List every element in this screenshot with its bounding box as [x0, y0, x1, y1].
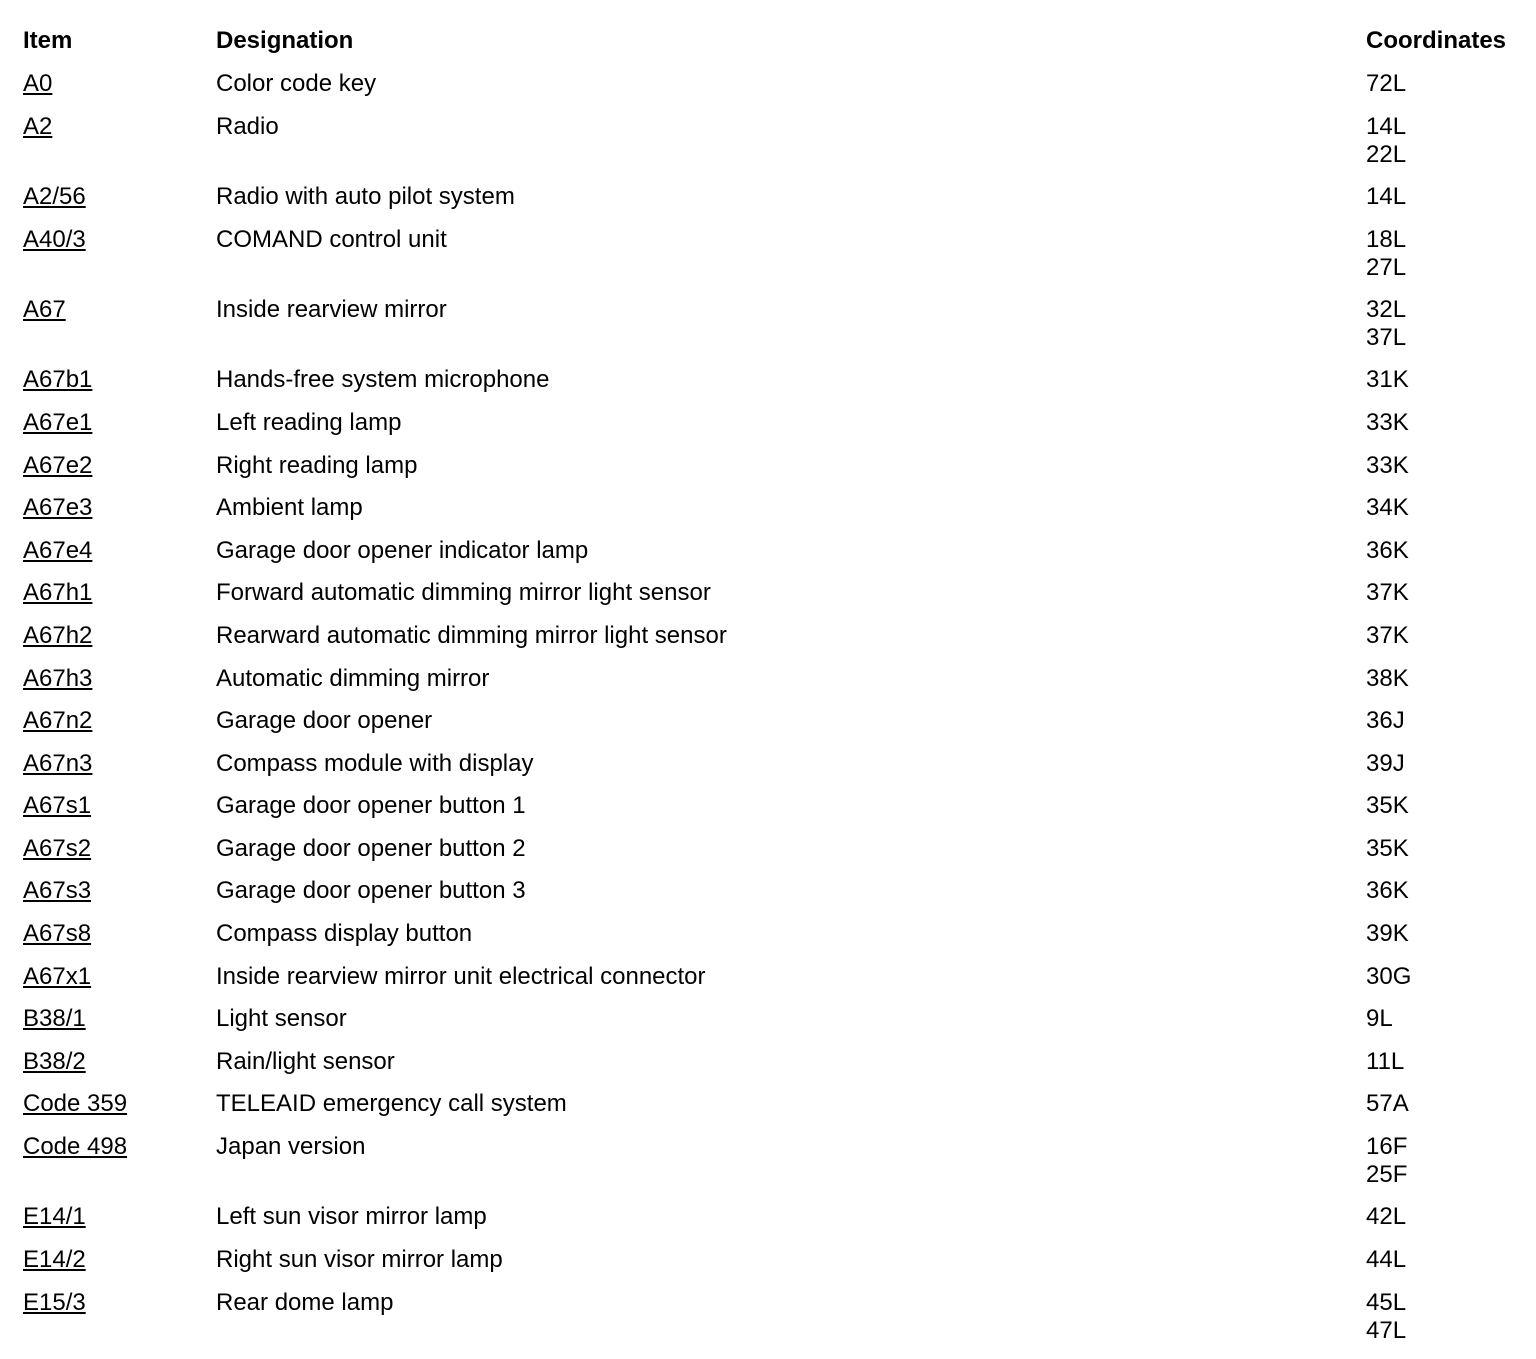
- table-row: [0, 296, 1536, 366]
- row-designation: Ambient lamp: [216, 494, 363, 522]
- item-link[interactable]: A67n2: [23, 707, 93, 735]
- coordinate-value: 37K: [1366, 621, 1409, 649]
- item-link[interactable]: A67h2: [23, 621, 93, 649]
- coordinate-value: 35K: [1366, 834, 1409, 862]
- row-item-cell: [23, 963, 91, 991]
- item-link[interactable]: A67s1: [23, 792, 92, 820]
- row-designation: Garage door opener: [216, 707, 433, 735]
- coordinate-value: 37K: [1366, 579, 1409, 607]
- table-row: [0, 183, 1536, 226]
- coordinate-value: 33K: [1366, 451, 1409, 479]
- row-item-cell: [23, 622, 92, 650]
- row-coordinates: [1366, 920, 1409, 948]
- row-designation: Automatic dimming mirror: [216, 664, 490, 692]
- coordinate-value: 57A: [1366, 1090, 1409, 1118]
- row-designation: Color code key: [216, 70, 377, 97]
- coordinate-value: 44L: [1366, 1246, 1407, 1274]
- row-item-cell: [23, 750, 92, 778]
- row-coordinates: [1366, 409, 1409, 437]
- row-item-cell: [23, 452, 92, 480]
- row-coordinates: [1366, 877, 1409, 905]
- table-row: [0, 1246, 1536, 1289]
- item-link[interactable]: B38/1: [23, 1005, 86, 1033]
- row-item-cell: [23, 366, 92, 394]
- item-link[interactable]: A67s2: [23, 834, 92, 862]
- coordinate-value: 14L: [1366, 112, 1407, 140]
- row-coordinates: [1366, 226, 1406, 282]
- row-designation: Radio with auto pilot system: [216, 182, 515, 210]
- row-coordinates: [1366, 1005, 1393, 1033]
- row-coordinates: [1366, 113, 1406, 169]
- item-link[interactable]: B38/2: [23, 1047, 86, 1075]
- coordinate-value: 30G: [1366, 962, 1412, 990]
- table-row: [0, 963, 1536, 1006]
- row-item-cell: [23, 665, 92, 693]
- row-coordinates: [1366, 70, 1406, 98]
- row-coordinates: [1366, 665, 1409, 693]
- coordinate-value: 22L: [1366, 140, 1407, 168]
- row-designation: Rain/light sensor: [216, 1047, 395, 1075]
- row-designation: Compass display button: [216, 920, 473, 948]
- coordinate-value: 42L: [1366, 1203, 1407, 1231]
- row-coordinates: [1366, 1133, 1407, 1189]
- table-header: [0, 27, 1536, 57]
- row-item-cell: [23, 877, 91, 905]
- item-link[interactable]: Code 359: [23, 1090, 128, 1118]
- table-row: [0, 366, 1536, 409]
- header-coordinates: Coordinates: [1366, 27, 1507, 54]
- coordinate-value: 47L: [1366, 1316, 1407, 1344]
- row-designation: Hands-free system microphone: [216, 366, 550, 394]
- item-link[interactable]: A67n3: [23, 749, 93, 777]
- row-designation: Garage door opener indicator lamp: [216, 536, 589, 564]
- item-link[interactable]: A40/3: [23, 225, 86, 253]
- row-item-cell: [23, 1203, 86, 1231]
- table-row: [0, 707, 1536, 750]
- row-item-cell: [23, 409, 92, 437]
- header-item: Item: [23, 27, 73, 54]
- table-row: [0, 877, 1536, 920]
- row-coordinates: [1366, 579, 1409, 607]
- table-row: [0, 1048, 1536, 1091]
- coordinate-value: 36K: [1366, 536, 1409, 564]
- row-coordinates: [1366, 963, 1411, 991]
- row-designation: Garage door opener button 3: [216, 877, 526, 905]
- coordinate-value: 34K: [1366, 494, 1409, 522]
- item-link[interactable]: A67h1: [23, 579, 93, 607]
- item-link[interactable]: E14/1: [23, 1203, 86, 1231]
- table-row: [0, 920, 1536, 963]
- row-coordinates: [1366, 494, 1409, 522]
- coordinate-value: 37L: [1366, 323, 1407, 351]
- coordinate-value: 35K: [1366, 792, 1409, 820]
- row-coordinates: [1366, 835, 1409, 863]
- table-row: [0, 409, 1536, 452]
- coordinate-value: 72L: [1366, 70, 1407, 97]
- row-designation: Right reading lamp: [216, 451, 418, 479]
- row-coordinates: [1366, 452, 1409, 480]
- row-designation: Inside rearview mirror: [216, 295, 447, 323]
- coordinate-value: 16F: [1366, 1133, 1408, 1161]
- row-item-cell: [23, 579, 92, 607]
- table-row: [0, 537, 1536, 580]
- row-item-cell: [23, 70, 52, 98]
- table-row: [0, 750, 1536, 793]
- row-coordinates: [1366, 1203, 1406, 1231]
- row-designation: Radio: [216, 112, 279, 140]
- table-row: [0, 579, 1536, 622]
- row-item-cell: [23, 1289, 86, 1317]
- row-coordinates: [1366, 707, 1405, 735]
- row-item-cell: [23, 183, 86, 211]
- item-link[interactable]: A0: [23, 70, 53, 97]
- row-designation: Compass module with display: [216, 749, 534, 777]
- item-link[interactable]: A67e4: [23, 536, 93, 564]
- row-designation: Left reading lamp: [216, 408, 402, 436]
- row-designation: Rearward automatic dimming mirror light sensor: [216, 621, 727, 649]
- row-item-cell: [23, 1090, 127, 1118]
- row-coordinates: [1366, 792, 1409, 820]
- row-designation: Rear dome lamp: [216, 1288, 394, 1316]
- row-coordinates: [1366, 1090, 1409, 1118]
- row-coordinates: [1366, 750, 1405, 778]
- coordinate-value: 39K: [1366, 920, 1409, 948]
- row-item-cell: [23, 1005, 86, 1033]
- item-link[interactable]: A67s3: [23, 877, 92, 905]
- row-item-cell: [23, 1048, 86, 1076]
- coordinate-value: 9L: [1366, 1005, 1393, 1033]
- row-designation: Garage door opener button 2: [216, 834, 526, 862]
- table-row: [0, 1289, 1536, 1359]
- table-row: [0, 494, 1536, 537]
- header-designation: Designation: [216, 27, 354, 54]
- table-row: [0, 1005, 1536, 1048]
- row-designation: Japan version: [216, 1133, 366, 1161]
- table-row: [0, 1133, 1536, 1203]
- coordinate-value: 36K: [1366, 877, 1409, 905]
- row-item-cell: [23, 1246, 86, 1274]
- coordinate-value: 33K: [1366, 408, 1409, 436]
- table-row: [0, 113, 1536, 183]
- row-item-cell: [23, 226, 86, 254]
- row-item-cell: [23, 707, 92, 735]
- row-coordinates: [1366, 366, 1409, 394]
- coordinate-value: 25F: [1366, 1161, 1408, 1189]
- table-row: [0, 665, 1536, 708]
- coordinate-value: 36J: [1366, 707, 1405, 735]
- coordinate-value: 11L: [1366, 1047, 1405, 1075]
- item-link[interactable]: A67e3: [23, 494, 93, 522]
- coordinate-value: 31K: [1366, 366, 1409, 394]
- row-designation: Right sun visor mirror lamp: [216, 1246, 503, 1274]
- item-link[interactable]: A2: [23, 112, 53, 140]
- row-item-cell: [23, 1133, 127, 1161]
- item-link[interactable]: A67x1: [23, 962, 92, 990]
- row-item-cell: [23, 792, 91, 820]
- coordinate-value: 14L: [1366, 182, 1407, 210]
- table-row: [0, 835, 1536, 878]
- table-row: [0, 1090, 1536, 1133]
- row-designation: Garage door opener button 1: [216, 792, 526, 820]
- table-row: [0, 70, 1536, 113]
- row-designation: Left sun visor mirror lamp: [216, 1203, 487, 1231]
- row-item-cell: [23, 920, 91, 948]
- item-link[interactable]: E15/3: [23, 1288, 86, 1316]
- row-designation: Inside rearview mirror unit electrical connector: [216, 962, 706, 990]
- coordinate-value: 27L: [1366, 253, 1407, 281]
- coordinate-value: 32L: [1366, 295, 1407, 323]
- table-row: [0, 792, 1536, 835]
- table-row: [0, 452, 1536, 495]
- item-link[interactable]: E14/2: [23, 1246, 86, 1274]
- coordinate-value: 18L: [1366, 225, 1407, 253]
- item-link[interactable]: A67e1: [23, 408, 93, 436]
- table-row: [0, 226, 1536, 296]
- row-designation: COMAND control unit: [216, 225, 447, 253]
- row-item-cell: [23, 835, 91, 863]
- row-item-cell: [23, 537, 92, 565]
- row-designation: TELEAID emergency call system: [216, 1090, 567, 1118]
- item-link[interactable]: A67h3: [23, 664, 93, 692]
- row-coordinates: [1366, 1048, 1404, 1076]
- coordinate-value: 45L: [1366, 1288, 1407, 1316]
- row-coordinates: [1366, 296, 1406, 352]
- row-coordinates: [1366, 183, 1406, 211]
- row-designation: Forward automatic dimming mirror light sensor: [216, 579, 711, 607]
- table-row: [0, 1203, 1536, 1246]
- item-link[interactable]: A2/56: [23, 182, 86, 210]
- row-coordinates: [1366, 1246, 1406, 1274]
- row-coordinates: [1366, 622, 1409, 650]
- row-item-cell: [23, 113, 52, 141]
- row-item-cell: [23, 494, 92, 522]
- item-link[interactable]: Code 498: [23, 1133, 128, 1161]
- item-link[interactable]: A67e2: [23, 451, 93, 479]
- item-link[interactable]: A67: [23, 295, 66, 323]
- coordinate-value: 38K: [1366, 664, 1409, 692]
- row-coordinates: [1366, 537, 1409, 565]
- item-link[interactable]: A67s8: [23, 920, 92, 948]
- row-item-cell: [23, 296, 66, 324]
- item-link[interactable]: A67b1: [23, 366, 93, 394]
- row-designation: Light sensor: [216, 1005, 347, 1033]
- coordinate-value: 39J: [1366, 749, 1405, 777]
- row-coordinates: [1366, 1289, 1406, 1345]
- table-row: [0, 622, 1536, 665]
- table-body: [0, 70, 1536, 1359]
